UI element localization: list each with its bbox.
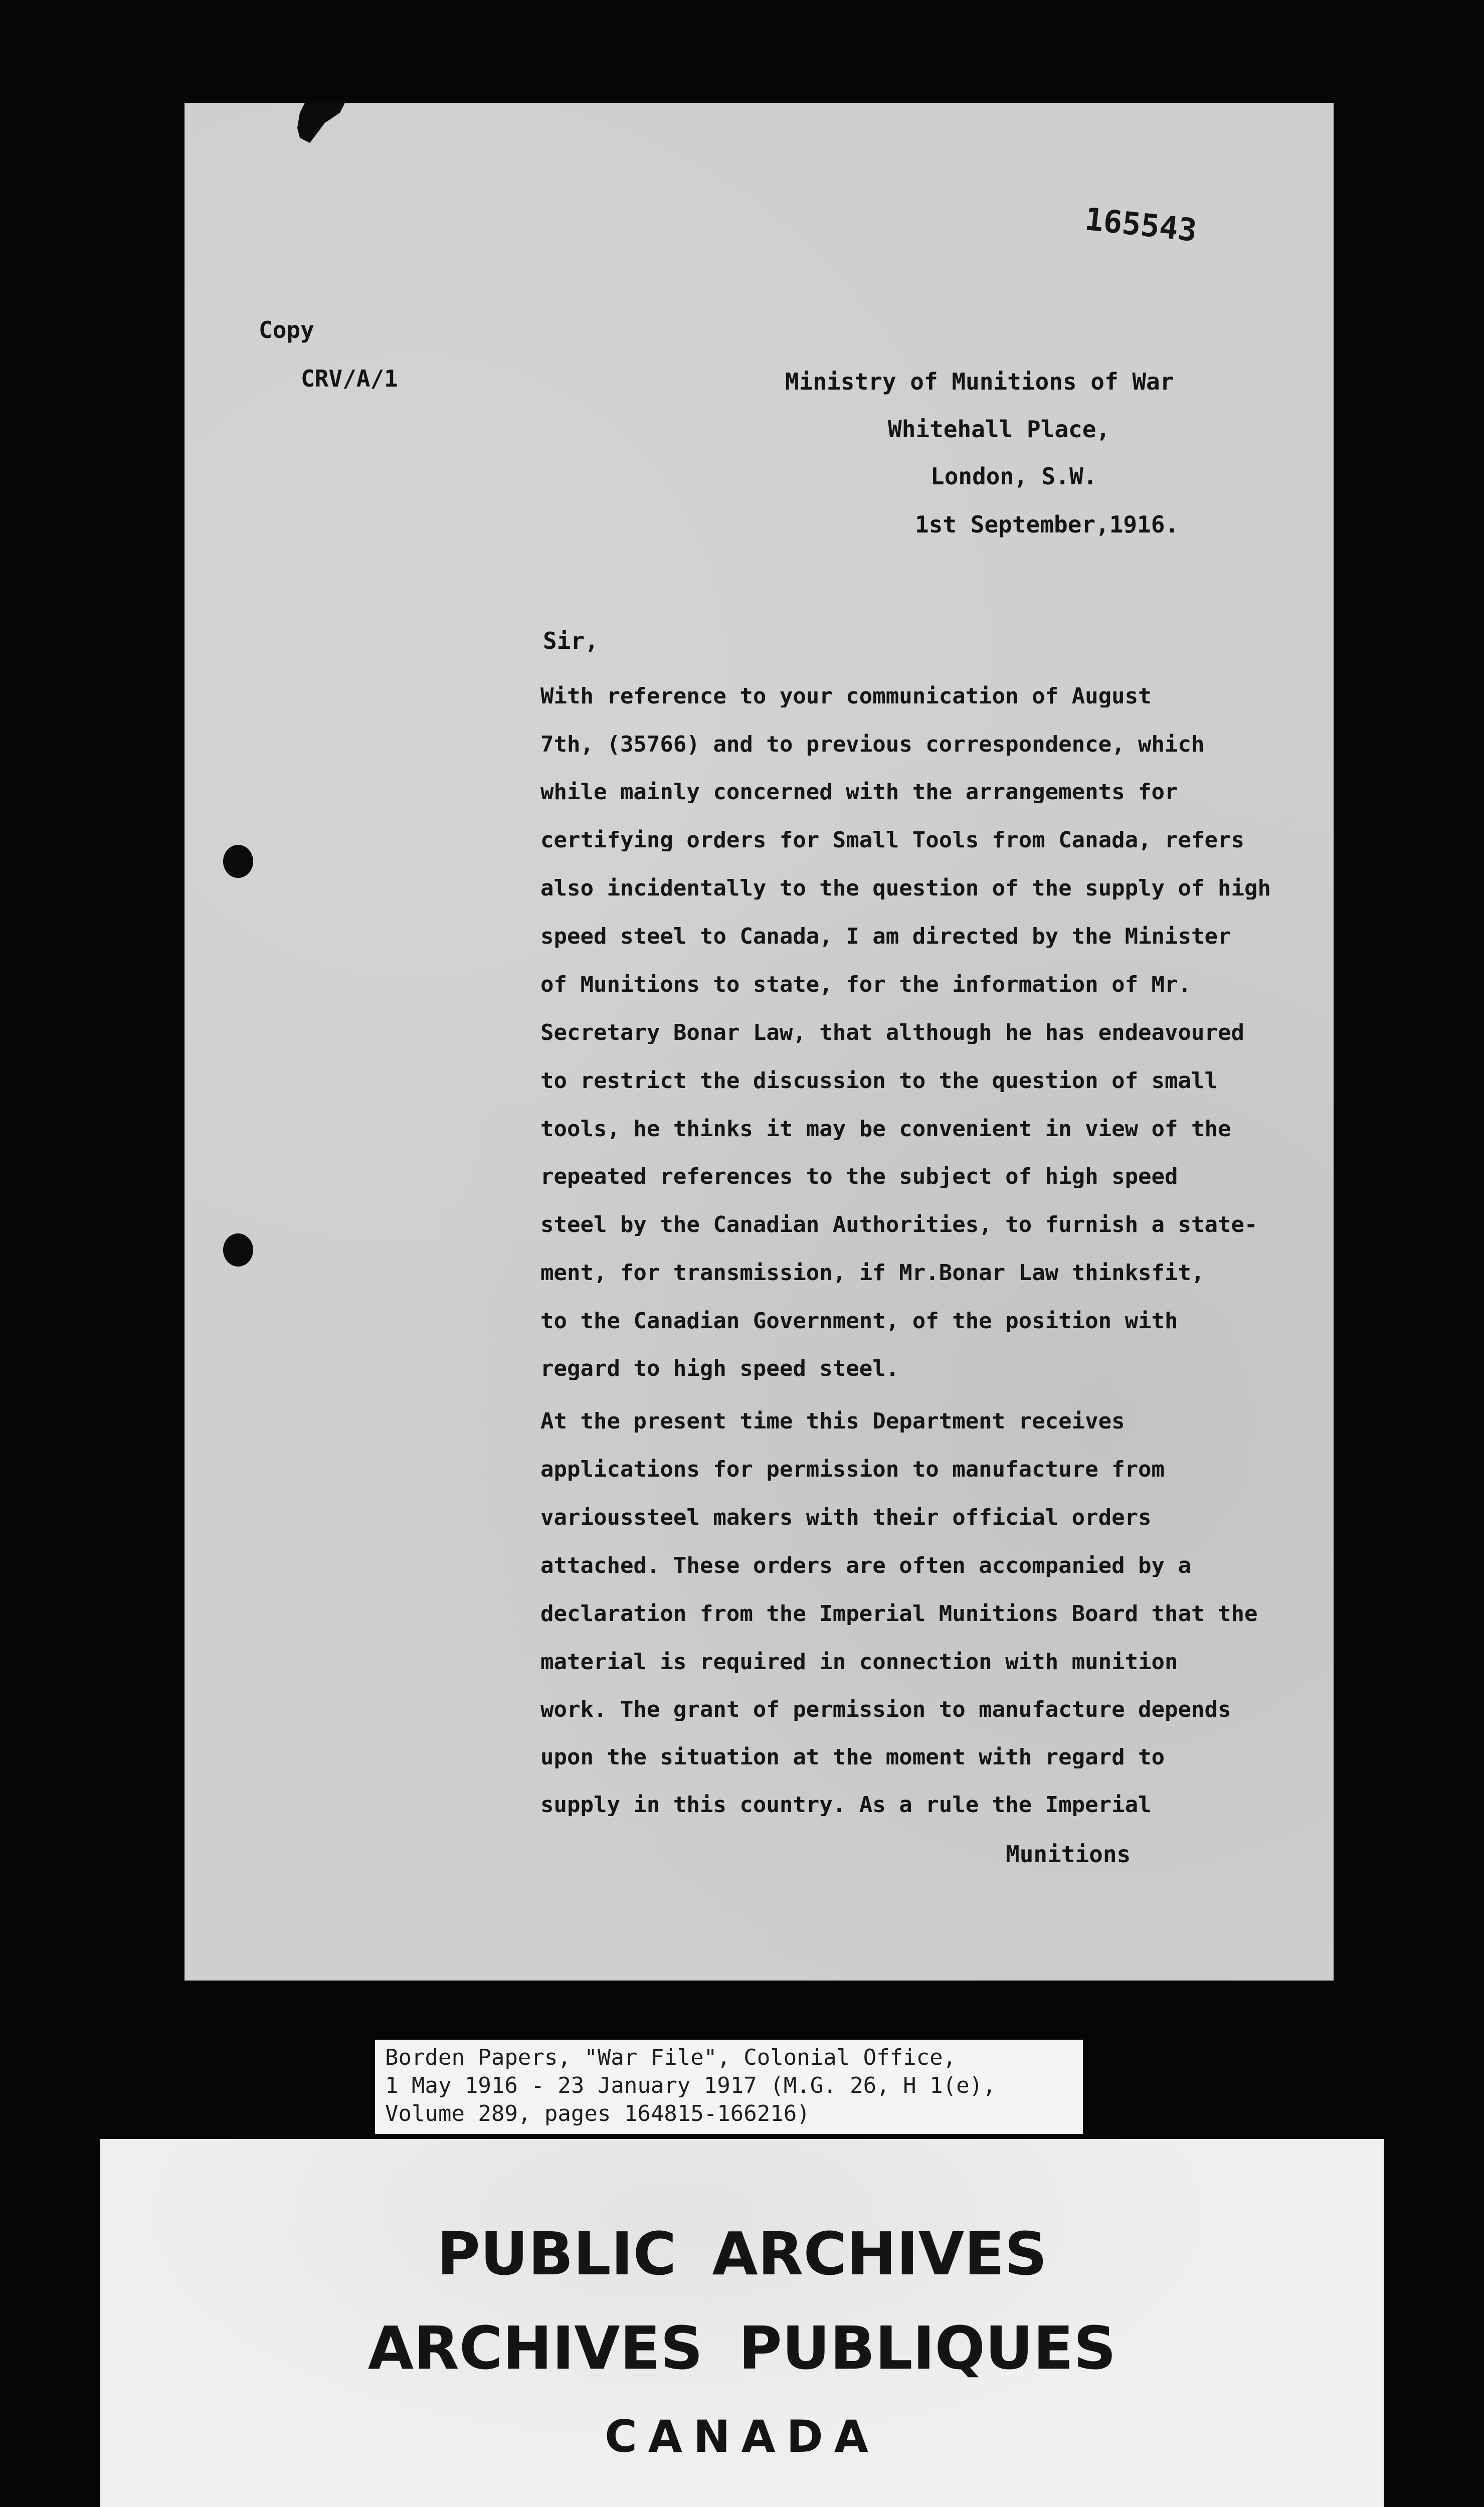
archive-reference-tag (375, 2040, 1083, 2134)
letter-date: 1st September,1916. (915, 511, 1179, 538)
salutation: Sir, (543, 627, 599, 654)
binder-hole-bottom (223, 1233, 253, 1267)
body-line: to restrict the discussion to the question of small (540, 1070, 1218, 1092)
tag-line: 1 May 1916 - 23 January 1917 (M.G. 26, H 1(e), (385, 2073, 996, 2098)
archive-country: CANADA (605, 2411, 879, 2462)
body-line: At the present time this Department receives (540, 1410, 1125, 1432)
letter-page (184, 103, 1334, 1981)
archive-title-fr: ARCHIVES PUBLIQUES (367, 2313, 1117, 2383)
address-line-ministry: Ministry of Munitions of War (785, 368, 1174, 395)
tag-line: Borden Papers, "War File", Colonial Office, (385, 2045, 957, 2070)
body-line: ment, for transmission, if Mr.Bonar Law thinksfit, (540, 1262, 1205, 1284)
body-line: upon the situation at the moment with regard to (540, 1746, 1165, 1768)
reference-code: CRV/A/1 (301, 365, 398, 392)
body-line: repeated references to the subject of high speed (540, 1166, 1178, 1188)
body-line: supply in this country. As a rule the Imperial (540, 1794, 1152, 1816)
body-line: steel by the Canadian Authorities, to furnish a state- (540, 1214, 1258, 1236)
document-number-stamp: 165543 (1083, 201, 1199, 249)
body-line: also incidentally to the question of the supply of high (540, 877, 1271, 900)
address-line-city: London, S.W. (931, 463, 1097, 490)
catchword: Munitions (1006, 1841, 1131, 1868)
body-line: applications for permission to manufacture from (540, 1459, 1165, 1481)
body-line: of Munitions to state, for the information of Mr. (540, 974, 1192, 996)
body-line: Secretary Bonar Law, that although he has endeavoured (540, 1022, 1244, 1044)
body-line: tools, he thinks it may be convenient in view of the (540, 1118, 1231, 1140)
binder-hole-top (223, 845, 253, 878)
ink-blot-mark (285, 103, 345, 163)
body-line: varioussteel makers with their official orders (540, 1507, 1152, 1529)
body-line: while mainly concerned with the arrangements for (540, 781, 1178, 803)
body-line: work. The grant of permission to manufacture depends (540, 1699, 1231, 1721)
body-line: to the Canadian Government, of the position with (540, 1310, 1178, 1332)
body-line: 7th, (35766) and to previous correspondence, which (540, 734, 1205, 756)
tag-line: Volume 289, pages 164815-166216) (385, 2101, 810, 2126)
body-line: attached. These orders are often accompanied by a (540, 1555, 1192, 1577)
archive-title-en: PUBLIC ARCHIVES (437, 2219, 1047, 2288)
body-line: certifying orders for Small Tools from Canada, refers (540, 829, 1244, 851)
body-line: declaration from the Imperial Munitions Board that the (540, 1603, 1258, 1625)
public-archives-card (100, 2139, 1384, 2507)
body-line: material is required in connection with munition (540, 1651, 1178, 1673)
body-line: With reference to your communication of August (540, 685, 1152, 707)
body-line: speed steel to Canada, I am directed by the Minister (540, 926, 1231, 948)
address-line-street: Whitehall Place, (888, 416, 1110, 443)
body-line: regard to high speed steel. (540, 1358, 899, 1380)
copy-label: Copy (259, 316, 314, 343)
